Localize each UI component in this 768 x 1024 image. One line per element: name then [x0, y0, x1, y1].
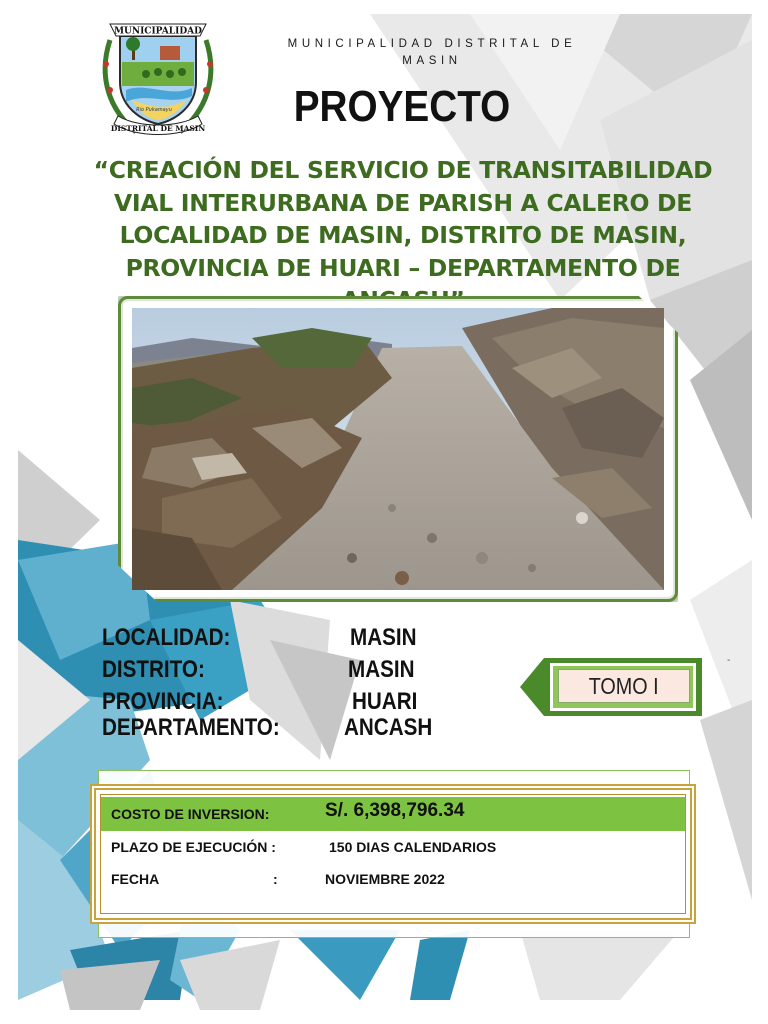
- date-value: NOVIEMBRE 2022: [325, 871, 445, 887]
- document-heading: PROYECTO: [293, 82, 511, 131]
- details-inner-border: [100, 794, 686, 914]
- provincia-label: PROVINCIA:: [102, 688, 224, 715]
- project-title: “CREACIÓN DEL SERVICIO DE TRANSITABILIDAD VIAL INTERURBANA DE PARISH A CALERO DE LOCALIDAD DE MASIN, DISTRITO DE MASIN, PROVINCIA DE HUARI – DEPARTAMENTO DE: [93, 156, 713, 282]
- seal-top-text: MUNICIPALIDAD: [114, 26, 202, 37]
- cost-value: S/. 6,398,796.34: [325, 800, 465, 821]
- localidad-value: MASIN: [350, 624, 417, 651]
- term-label: PLAZO DE EJECUCIÓN :: [111, 839, 276, 855]
- localidad-label: LOCALIDAD:: [102, 624, 231, 651]
- distrito-value: MASIN: [348, 656, 415, 683]
- tomo-badge: [520, 656, 704, 718]
- date-colon: :: [273, 871, 278, 887]
- tomo-label: TOMO I: [558, 669, 690, 703]
- departamento-label: DEPARTAMENTO:: [102, 714, 280, 741]
- municipal-seal-logo: [96, 20, 220, 142]
- term-value: 150 DIAS CALENDARIOS: [329, 839, 497, 855]
- municipality-name-line1: MUNICIPALIDAD DISTRITAL DE: [287, 38, 577, 50]
- details-box: [90, 784, 696, 924]
- distrito-label: DISTRITO:: [102, 656, 205, 683]
- municipality-name: [262, 36, 602, 70]
- cost-label: COSTO DE INVERSION:: [111, 806, 270, 822]
- provincia-value: HUARI: [352, 688, 418, 715]
- seal-bottom-text: DISTRITAL DE MASIN: [110, 124, 206, 133]
- date-label: FECHA: [111, 871, 160, 887]
- side-mark: -: [727, 655, 731, 666]
- municipality-name-line2: MASIN: [402, 55, 462, 67]
- departamento-value: ANCASH: [344, 714, 433, 741]
- road-photo: [132, 308, 664, 590]
- seal-river-text: Río Pukamayu: [136, 107, 172, 113]
